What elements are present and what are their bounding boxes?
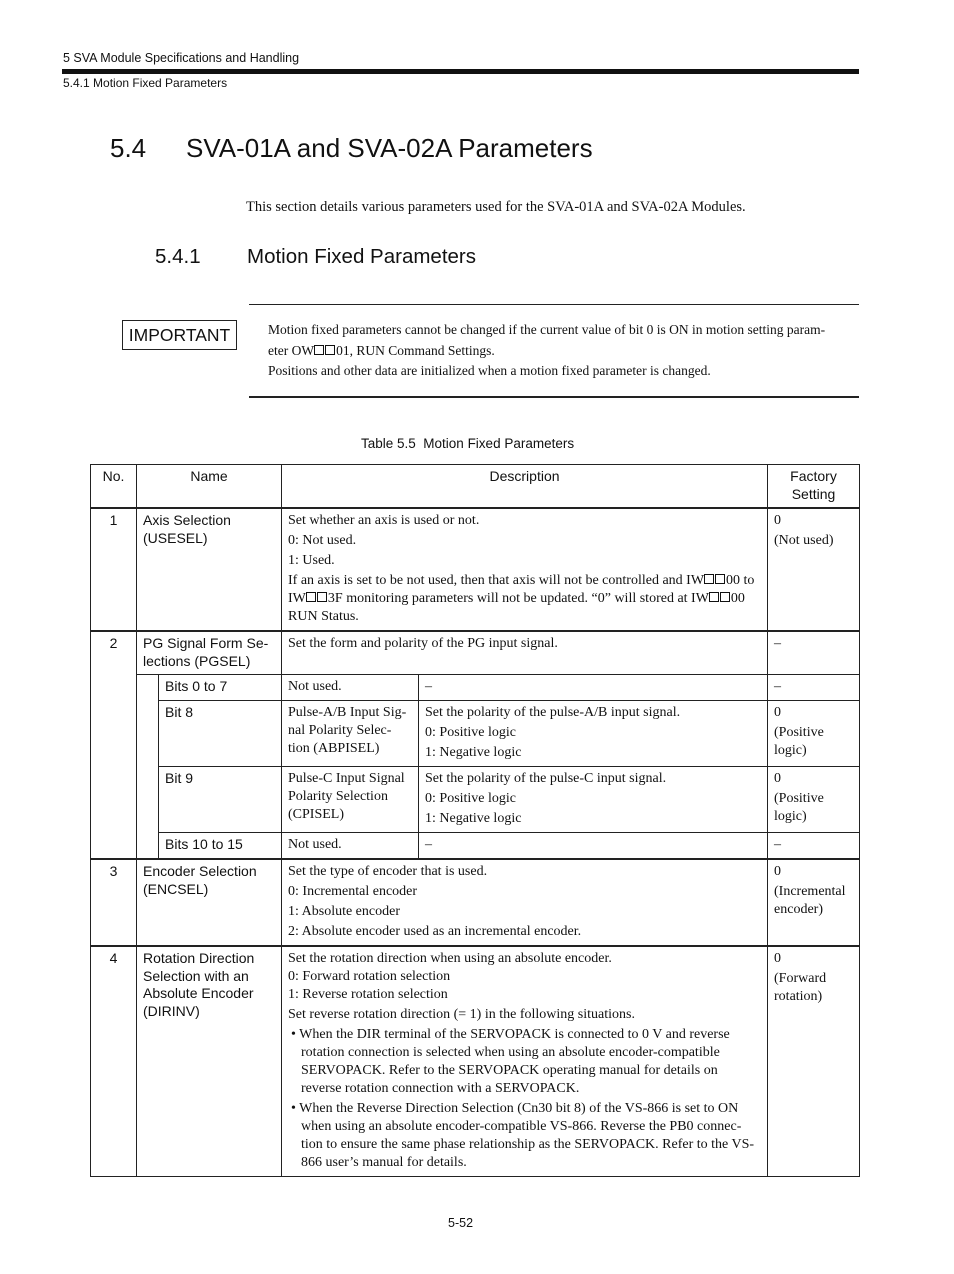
bit-label: Bits 10 to 15 — [159, 833, 282, 860]
section-heading — [110, 133, 593, 164]
important-top-rule — [249, 304, 859, 305]
row-description: Set the form and polarity of the PG input signal. — [282, 631, 768, 675]
header-factory-setting: Factory Setting — [768, 465, 860, 509]
row-no: 2 — [91, 631, 137, 859]
row-no: 4 — [91, 946, 137, 1177]
bit-row — [91, 675, 860, 701]
header-no: No. — [91, 465, 137, 509]
bit-factory-setting: – — [768, 675, 860, 701]
row-factory-setting: – — [768, 631, 860, 675]
bit-label: Bit 9 — [159, 767, 282, 833]
bit-description: Set the polarity of the pulse-C input signal. 0: Positive logic 1: Negative logic — [419, 767, 768, 833]
row-factory-setting: 0 (Not used) — [768, 508, 860, 631]
bit-description: Set the polarity of the pulse-A/B input signal. 0: Positive logic 1: Negative logic — [419, 701, 768, 767]
placeholder-box-icon — [314, 345, 324, 355]
bit-name: Pulse-A/B Input Sig-nal Polarity Selec-tion (ABPISEL) — [282, 701, 419, 767]
row-no: 1 — [91, 508, 137, 631]
bit-name: Not used. — [282, 833, 419, 860]
row-factory-setting: 0 (Forward rotation) — [768, 946, 860, 1177]
header-description: Description — [282, 465, 768, 509]
table-caption: Table 5.5 Motion Fixed Parameters — [361, 436, 575, 451]
row-no: 3 — [91, 859, 137, 946]
bit-description: – — [419, 833, 768, 860]
row-name: Encoder Selection (ENCSEL) — [137, 859, 282, 946]
bit-label: Bits 0 to 7 — [159, 675, 282, 701]
placeholder-box-icon — [720, 592, 730, 602]
placeholder-box-icon — [325, 345, 335, 355]
bit-row — [91, 701, 860, 767]
row-description: Set whether an axis is used or not. 0: Not used. 1: Used. If an axis is set to be not used, then that axis will not be controlled and IW 00 to IW 3F monitoring parameters will not be updated. “0” will stored at IW 00 RUN Status. — [282, 508, 768, 631]
placeholder-box-icon — [709, 592, 719, 602]
table-header-row — [91, 465, 860, 509]
row-name: Axis Selection (USESEL) — [137, 508, 282, 631]
bit-name: Not used. — [282, 675, 419, 701]
row-factory-setting: 0 (Incremental encoder) — [768, 859, 860, 946]
placeholder-box-icon — [715, 574, 725, 584]
section-number: 5.4 — [110, 133, 147, 163]
bit-name: Pulse-C Input Signal Polarity Selection (CPISEL) — [282, 767, 419, 833]
bit-row — [91, 833, 860, 860]
important-text-line: Positions and other data are initialized when a motion fixed parameter is changed. — [268, 363, 711, 378]
header-name: Name — [137, 465, 282, 509]
motion-fixed-parameters-table — [90, 464, 860, 1177]
placeholder-box-icon — [704, 574, 714, 584]
bit-label: Bit 8 — [159, 701, 282, 767]
bit-description: – — [419, 675, 768, 701]
important-note — [268, 320, 860, 382]
section-title: SVA-01A and SVA-02A Parameters — [186, 133, 593, 163]
row-name: Rotation Direction Selection with an Absolute Encoder (DIRINV) — [137, 946, 282, 1177]
table-row — [91, 631, 860, 675]
bullet-item: • When the DIR terminal of the SERVOPACK is connected to 0 V and reverse rotation connection is selected when using an absolute encoder-compatible SERVOPACK. Refer to the SERVOPACK operating manual for details on reverse rotation connection with a SERVOPACK. — [291, 1027, 730, 1096]
header-rule — [62, 69, 859, 74]
row-description: Set the type of encoder that is used. 0: Incremental encoder 1: Absolute encoder 2: Absolute encoder used as an incremental encoder. — [282, 859, 768, 946]
row-description: Set the rotation direction when using an absolute encoder. 0: Forward rotation selection 1: Reverse rotation selection Set reverse rotation direction (= 1) in the following situations. • When the DIR terminal of the SERVOPACK is connected to 0 V and reverse rotation connection is selected when using an absolute encoder-compatible SERVOPACK. Refer to the SERVOPACK operating manual for details on reverse rotation connection with a SERVOPACK. • When the Reverse Direction Selection (Cn30 bit 8) of the VS-866 is set to ON when using an absolute encoder-compatible VS-866. Reverse the PB0 connec-tion to ensure the same phase relationship as the SERVOPACK. Refer to the VS-866 user’s manual for details. — [282, 946, 768, 1177]
table-row — [91, 508, 860, 631]
intro-paragraph: This section details various parameters used for the SVA-01A and SVA-02A Modules. — [246, 199, 746, 215]
page-number: 5-52 — [448, 1216, 474, 1230]
running-header-section: 5.4.1 Motion Fixed Parameters — [63, 76, 228, 90]
bit-factory-setting: 0 (Positive logic) — [768, 767, 860, 833]
running-header-chapter: 5 SVA Module Specifications and Handling — [63, 51, 300, 65]
subsection-heading — [155, 245, 476, 269]
important-text-line: Motion fixed parameters cannot be changed if the current value of bit 0 is ON in motion setting param- eter OW 01, RUN Command Settings. — [268, 322, 826, 358]
important-bottom-rule — [249, 396, 859, 398]
bullet-item: • When the Reverse Direction Selection (Cn30 bit 8) of the VS-866 is set to ON when using an absolute encoder-compatible VS-866. Reverse the PB0 connec-tion to ensure the same phase relationship as the SERVOPACK. Refer to the VS-866 user’s manual for details. — [291, 1101, 755, 1170]
placeholder-box-icon — [317, 592, 327, 602]
important-label: IMPORTANT — [122, 320, 237, 350]
row-name: PG Signal Form Se-lections (PGSEL) — [137, 631, 282, 675]
table-row — [91, 859, 860, 946]
bit-row — [91, 767, 860, 833]
table-row — [91, 946, 860, 1177]
bit-factory-setting: – — [768, 833, 860, 860]
bit-factory-setting: 0 (Positive logic) — [768, 701, 860, 767]
placeholder-box-icon — [306, 592, 316, 602]
subsection-title: Motion Fixed Parameters — [247, 245, 477, 268]
subsection-number: 5.4.1 — [155, 245, 201, 268]
indent-spacer — [137, 675, 159, 860]
